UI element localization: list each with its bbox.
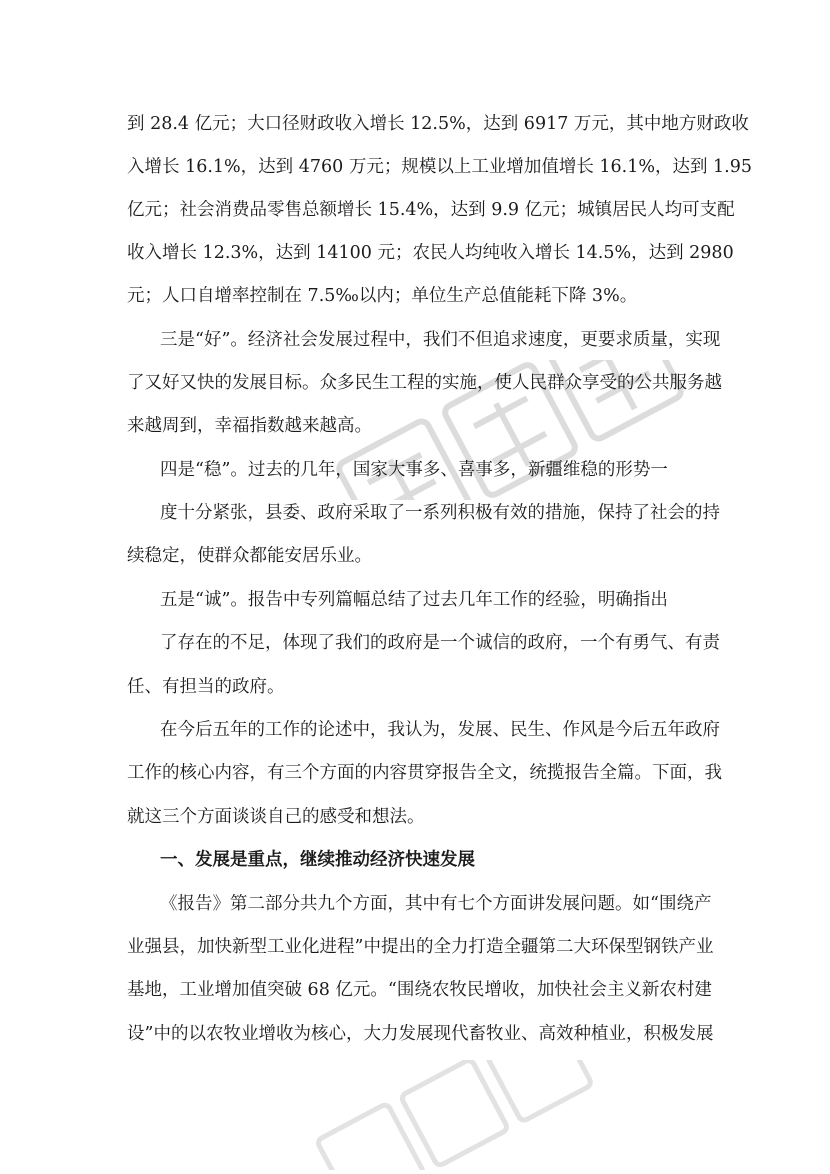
watermark-logo-bottom [300,1060,600,1170]
body-text-line: 到 28.4 亿元；大口径财政收入增长 12.5%，达到 6917 万元，其中地方财政收 [127,114,749,134]
paragraph-start-line: 四是“稳”。过去的几年，国家大事多、喜事多，新疆维稳的形势一 [160,460,668,480]
body-text-line: 业强县，加快新型工业化进程”中提出的全力打造全疆第二大环保型钢铁产业 [127,937,714,957]
paragraph-start-line: 五是“诚”。报告中专列篇幅总结了过去几年工作的经验，明确指出 [160,590,668,610]
body-text-line: 设”中的以农牧业增收为核心，大力发展现代畜牧业、高效种植业，积极发展 [127,1024,714,1044]
body-text-line: 了存在的不足，体现了我们的政府是一个诚信的政府，一个有勇气、有责 [160,633,720,653]
body-text-line: 就这三个方面谈谈自己的感受和想法。 [127,807,425,827]
body-text-line: 度十分紧张，县委、政府采取了一系列积极有效的措施，保持了社会的持 [160,503,720,523]
body-text-line: 任、有担当的政府。 [127,677,285,697]
body-text-line: 工作的核心内容，有三个方面的内容贯穿报告全文，统揽报告全篇。下面，我 [127,763,722,783]
body-text-line: 亿元；社会消费品零售总额增长 15.4%，达到 9.9 亿元；城镇居民人均可支配 [127,200,735,220]
body-text-line: 入增长 16.1%，达到 4760 万元；规模以上工业增加值增长 16.1%，达到 1.95 [127,157,752,177]
paragraph-start-line: 在今后五年的工作的论述中，我认为，发展、民生、作风是今后五年政府 [160,720,720,740]
body-text-line: 元；人口自增率控制在 7.5‰以内；单位生产总值能耗下降 3%。 [127,286,638,306]
body-text-line: 基地，工业增加值突破 68 亿元。“围绕农牧民增收，加快社会主义新农村建 [127,980,712,1000]
body-text-line: 了又好又快的发展目标。众多民生工程的实施，使人民群众享受的公共服务越 [127,373,722,393]
paragraph-start-line: 《报告》第二部分共九个方面，其中有七个方面讲发展问题。如“围绕产 [160,894,712,914]
body-text-line: 来越周到，幸福指数越来越高。 [127,416,372,436]
paragraph-start-line: 三是“好”。经济社会发展过程中，我们不但追求速度，更要求质量，实现 [160,330,721,350]
body-text-line: 续稳定，使群众都能安居乐业。 [127,546,372,566]
body-text-line: 收入增长 12.3%，达到 14100 元；农民人均纯收入增长 14.5%，达到 2980 [127,243,734,263]
section-heading: 一、发展是重点，继续推动经济快速发展 [160,850,475,870]
